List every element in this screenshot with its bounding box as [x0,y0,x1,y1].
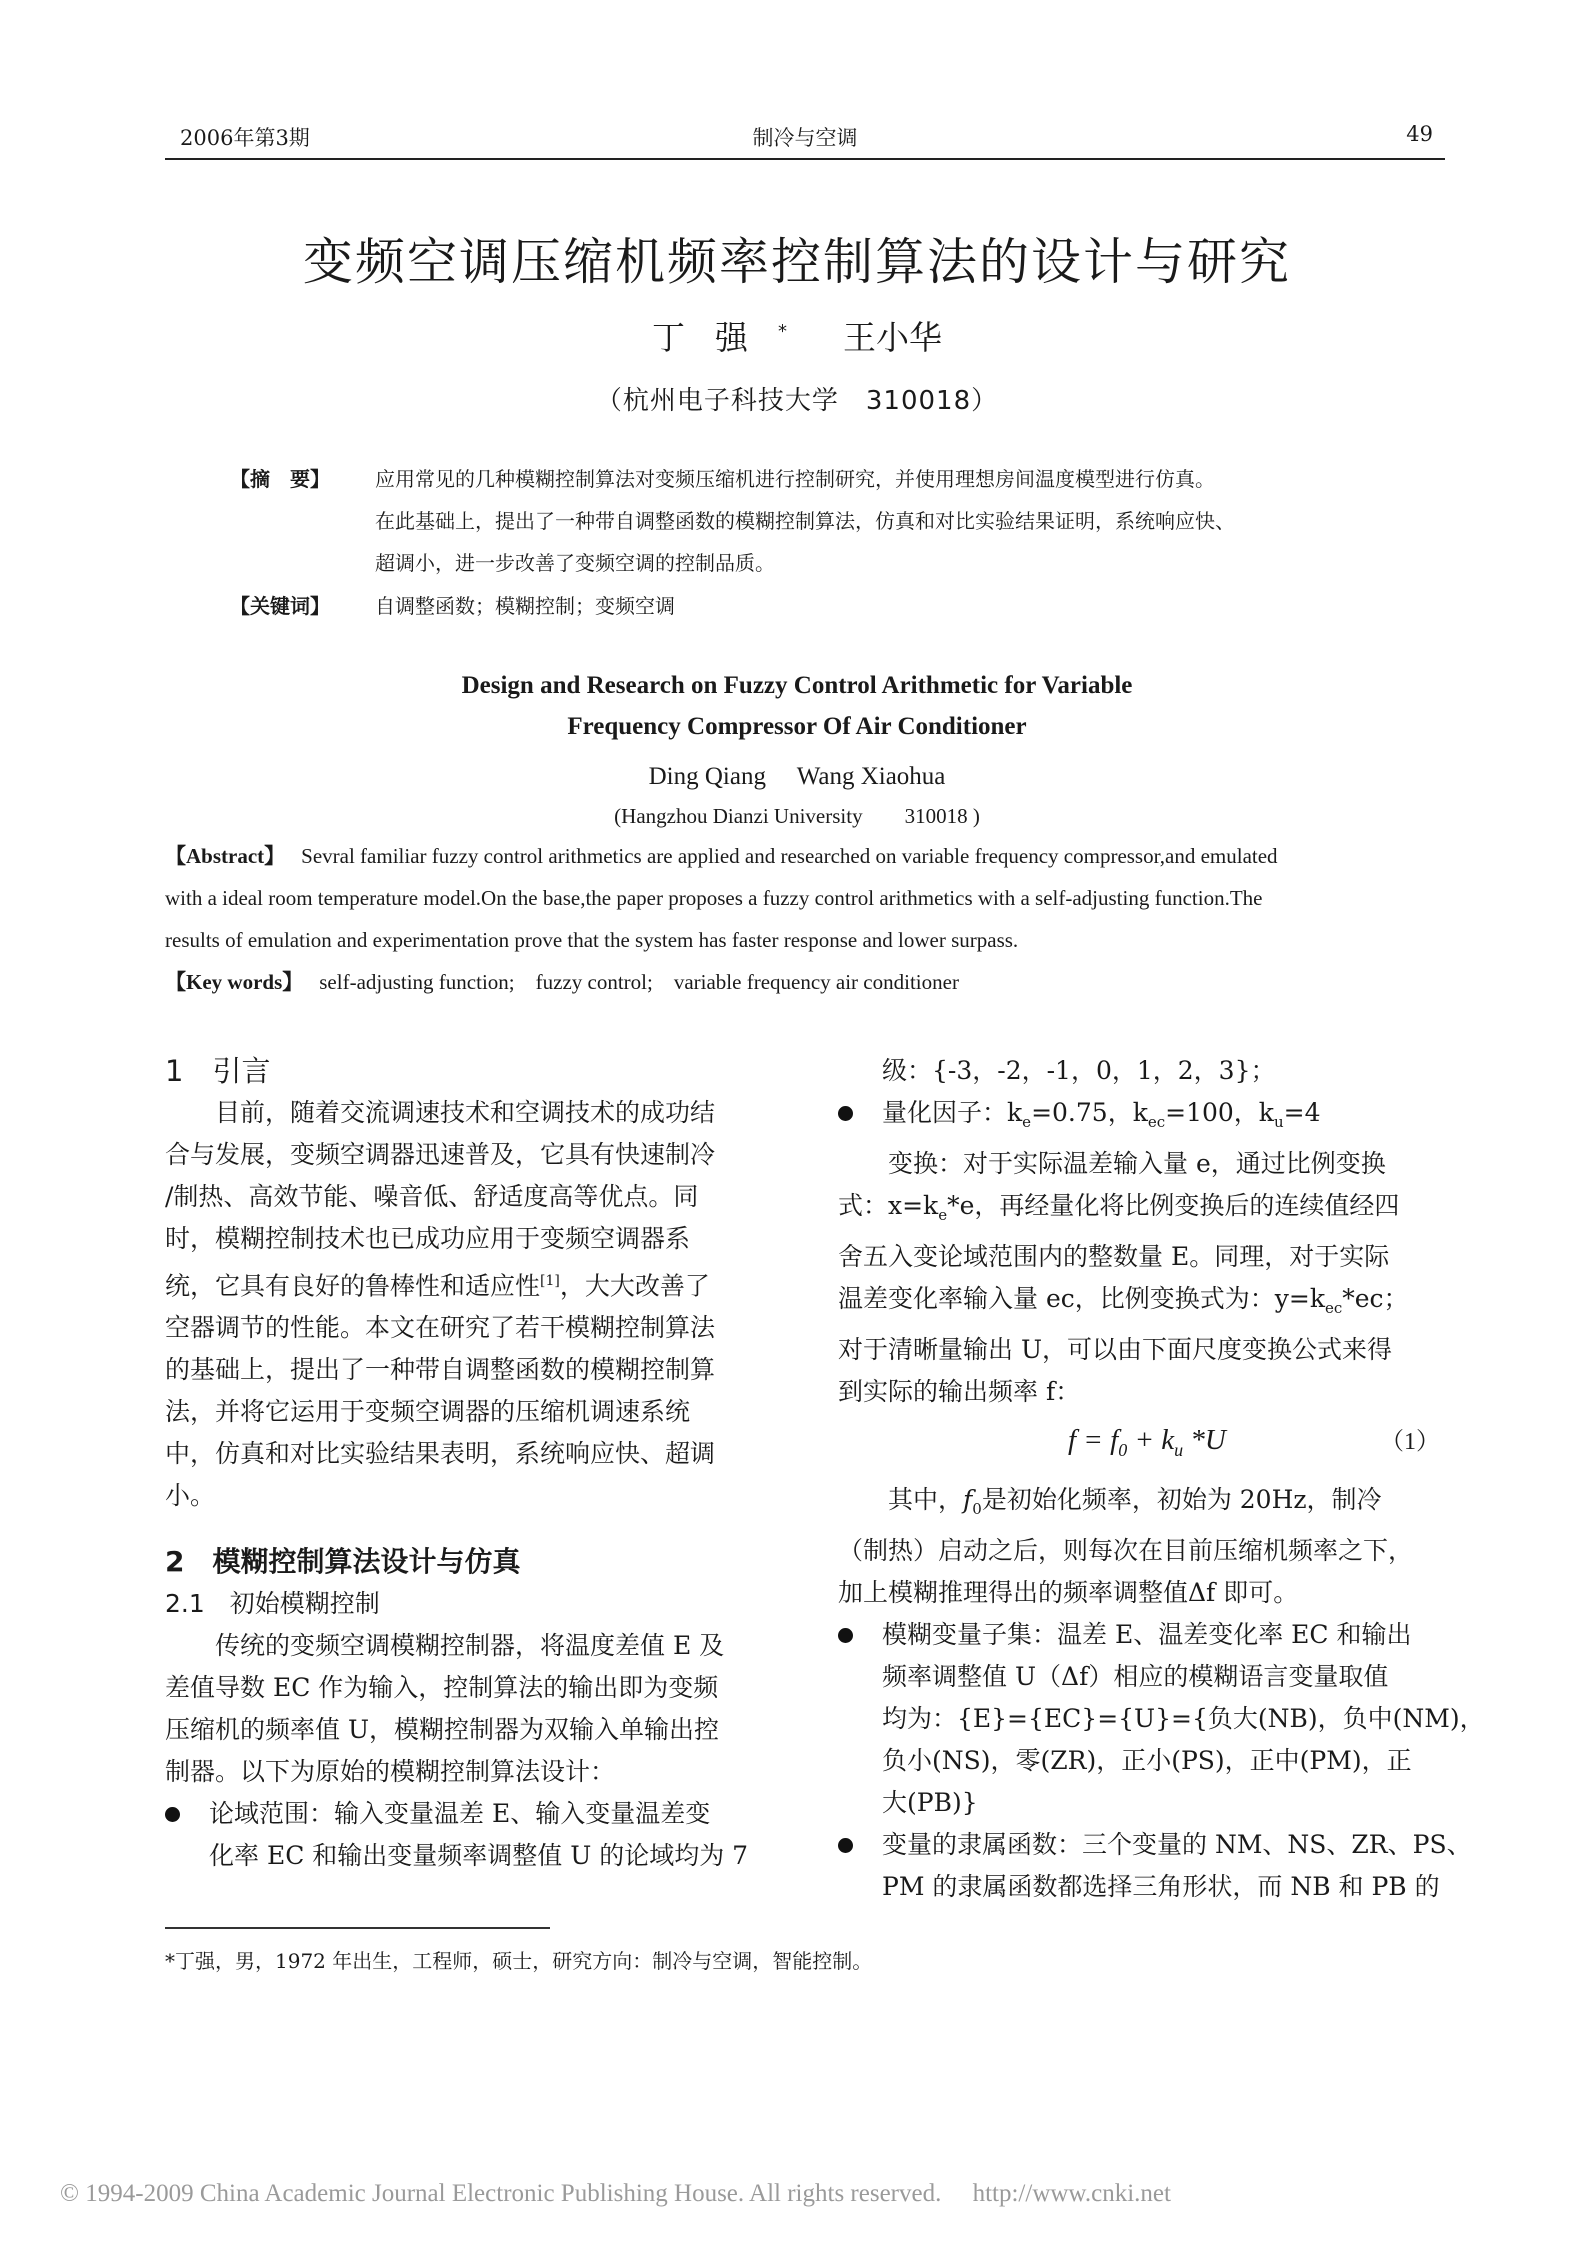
english-abstract-line: 【Abstract】 Sevral familiar fuzzy control arithmetics are applied and researched on variable frequency compressor,and emulated [165,844,1278,868]
footnote-rule [165,1927,550,1929]
left-column [165,1050,785,1877]
body-line: 的基础上，提出了一种带自调整函数的模糊控制算 [165,1355,716,1385]
author-1: 丁强 [652,318,778,357]
bullet-dot-icon [838,1106,853,1121]
body-line: 变换：对于实际温差输入量 e，通过比例变换 [888,1149,1386,1178]
bullet-item: 变量的隶属函数：三个变量的 NM、NS、ZR、PS、 [838,1824,1448,1866]
body-line: 舍五入变论域范围内的整数量 E。同理，对于实际 [838,1242,1390,1271]
body-line: 频率调整值 U（Δf）相应的模糊语言变量取值 [882,1662,1389,1691]
body-line: 合与发展，变频空调器迅速普及，它具有快速制冷 [165,1140,716,1169]
bullet-dot-icon [838,1838,853,1853]
body-line: 传统的变频空调模糊控制器，将温度差值 E 及 [215,1631,725,1661]
keywords-cn-label: 【关键词】 [230,594,330,618]
bullet-dot-icon [165,1807,180,1822]
abstract-cn-text [375,458,1385,584]
bullet-item: 量化因子：$k_e=0.75$，$k_{ec}=100$，$k_u=4$ [838,1092,1448,1143]
equation-formula: $f = f_0 + k_u$ *U [1068,1424,1226,1460]
english-affiliation: (Hangzhou Dianzi University 310018 ) [614,804,980,828]
citation-ref: [1] [540,1273,560,1289]
body-line: 化率 EC 和输出变量频率调整值 U 的论域均为 7 [209,1841,749,1871]
journal-name: 制冷与空调 [752,126,858,150]
body-line: 时，模糊控制技术也已成功应用于变频空调器系 [165,1224,691,1253]
english-title-line-1: Design and Research on Fuzzy Control Arithmetic for Variable [461,672,1133,699]
bullet-item: 论域范围：输入变量温差 E、输入变量温差变 [165,1793,785,1835]
english-keywords-label: 【Key words】 [165,970,304,994]
english-abstract [165,835,1455,1003]
english-title-line-2: Frequency Compressor Of Air Conditioner [567,713,1027,740]
body-line: 加上模糊推理得出的频率调整值Δf 即可。 [838,1578,1299,1607]
abstract-cn-line: 在此基础上，提出了一种带自调整函数的模糊控制算法，仿真和对比实验结果证明，系统响应快、 [375,509,1235,533]
english-abstract-line: with a ideal room temperature model.On the base,the paper proposes a fuzzy control arithmetics with a self-adjusting function.The [165,886,1263,910]
section-2-heading: 2 模糊控制算法设计与仿真 [165,1545,521,1579]
page-number: 49 [1406,122,1433,146]
body-line: 压缩机的频率值 U，模糊控制器为双输入单输出控 [165,1715,720,1745]
body-line: 均为：{E}={EC}={U}={负大(NB)，负中(NM)， [882,1704,1485,1733]
journal-issue: 2006年第3期 [180,126,310,150]
body-line: 中，仿真和对比实验结果表明，系统响应快、超调 [165,1439,716,1469]
body-line: 式：$x=k_e*e$，再经量化将比例变换后的连续值经四 [838,1191,1400,1224]
body-line: 制器。以下为原始的模糊控制算法设计： [165,1757,616,1787]
author-footnote: *丁强，男，1972 年出生，工程师，硕士，研究方向：制冷与空调，智能控制。 [165,1949,873,1973]
copyright-watermark: © 1994-2009 China Academic Journal Electronic Publishing House. All rights reserved. http://www.cnki.net [60,2180,1171,2207]
affiliation: （杭州电子科技大学 310018） [595,386,999,416]
running-header [165,122,1445,160]
english-keywords: 【Key words】 self-adjusting function; fuzzy control; variable frequency air conditioner [165,970,959,994]
abstract-cn-label: 【摘 要】 [230,467,330,491]
equation-1 [838,1413,1448,1471]
bullet-dot-icon [838,1628,853,1643]
body-line: 对于清晰量输出 U，可以由下面尺度变换公式来得 [838,1335,1393,1364]
body-line: 到实际的输出频率 f： [838,1377,1081,1406]
body-line: 法，并将它运用于变频空调器的压缩机调速系统 [165,1397,691,1427]
section-1-heading: 1 引言 [165,1054,271,1088]
body-line: 空器调节的性能。本文在研究了若干模糊控制算法 [165,1313,716,1343]
paper-title: 变频空调压缩机频率控制算法的设计与研究 [303,233,1291,291]
body-line: PM 的隶属函数都选择三角形状，而 NB 和 PB 的 [882,1872,1440,1901]
english-authors: Ding Qiang Wang Xiaohua [648,763,946,790]
english-abstract-line: results of emulation and experimentation prove that the system has faster response and lower surpass. [165,928,1019,952]
body-line: 其中，$f_0$是初始化频率，初始为 20Hz，制冷 [888,1485,1382,1518]
body-line: 级：{-3，-2，-1，0，1，2，3}； [882,1056,1276,1085]
equation-number: （1） [1380,1429,1440,1455]
body-line: （制热）启动之后，则每次在目前压缩机频率之下， [838,1536,1414,1565]
body-line: 小。 [165,1481,216,1511]
body-line: 大(PB)} [882,1788,978,1817]
right-column [838,1050,1485,1908]
body-line: 目前，随着交流调速技术和空调技术的成功结 [215,1098,716,1127]
english-abstract-label: 【Abstract】 [165,844,286,868]
body-line: 差值导数 EC 作为输入，控制算法的输出即为变频 [165,1673,719,1703]
author-1-footnote-mark: * [778,321,787,342]
section-2-1-heading: 2.1 初始模糊控制 [165,1589,380,1619]
body-line: /制热、高效节能、噪音低、舒适度高等优点。同 [165,1182,699,1211]
abstract-cn-line: 超调小，进一步改善了变频空调的控制品质。 [375,551,775,575]
author-line [0,312,1594,359]
keywords-cn-text: 自调整函数；模糊控制；变频空调 [375,594,675,618]
author-2: 王小华 [843,318,942,357]
body-line: 温差变化率输入量 ec，比例变换式为：$y=k_{ec}*ec$； [838,1284,1409,1317]
body-line: 统，它具有良好的鲁棒性和适应性[1]，大大改善了 [165,1271,710,1301]
body-line: 负小(NS)，零(ZR)，正小(PS)，正中(PM)，正 [882,1746,1412,1775]
bullet-item: 模糊变量子集：温差 E、温差变化率 EC 和输出 [838,1614,1448,1656]
abstract-cn-line: 应用常见的几种模糊控制算法对变频压缩机进行控制研究，并使用理想房间温度模型进行仿真。 [375,467,1215,491]
